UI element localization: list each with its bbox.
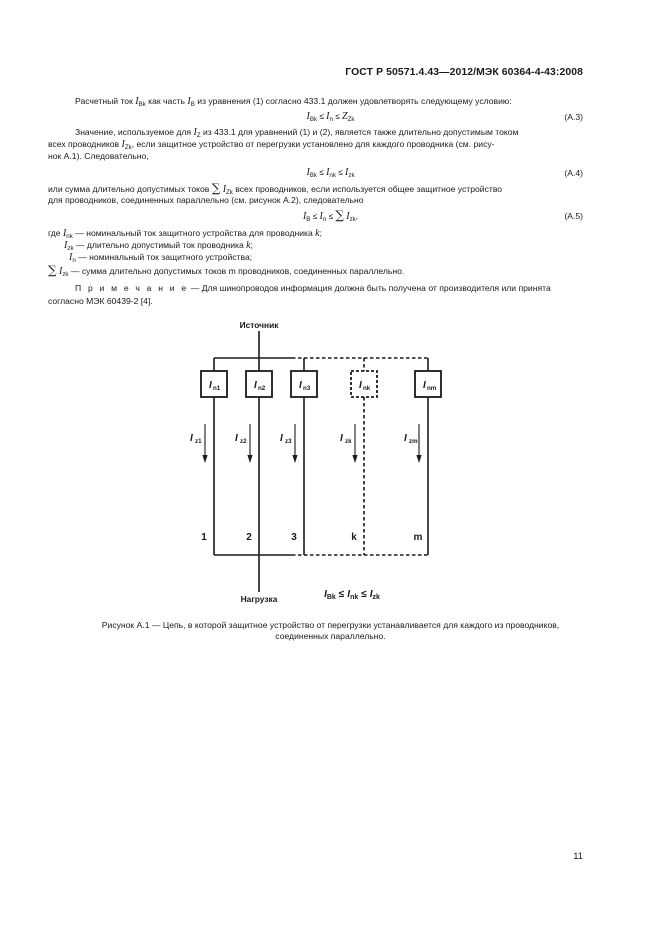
document-header: ГОСТ Р 50571.4.43—2012/МЭК 60364-4-43:2008 xyxy=(345,67,583,78)
conductor-2-current-label-sub: z2 xyxy=(240,438,247,445)
source-label: Источник xyxy=(239,320,279,330)
paragraph-sum-currents-line2: для проводников, соединенных параллельно (см. рисунок А.2), следовательно xyxy=(48,195,364,205)
conductor-3-device-label-sub: n3 xyxy=(303,385,311,392)
legend-nk: где $I_{nk}$ — номинальный ток защитного устройства для проводника k; xyxy=(48,228,323,240)
equation-a3: $I_{Bk} \le I_n \le Z_{Zk}$ xyxy=(306,111,355,123)
conductor-m-current-arrowhead xyxy=(416,455,421,463)
conductor-k-device-label-sub: nk xyxy=(363,385,371,392)
note-line2: согласно МЭК 60439-2 [4]. xyxy=(48,296,153,306)
paragraph-design-current: Расчетный ток $I_{Bk}$ как часть $I_B$ из уравнения (1) согласно 433.1 должен удовлетворять следующему условию: xyxy=(75,96,512,108)
figure-caption: Рисунок А.1 — Цепь, в которой защитное устройство от перегрузки устанавливается для каждого из проводников, соединенных параллельно. xyxy=(101,620,560,641)
conductor-2-protective-device xyxy=(246,371,272,397)
conductor-m-current-label-sub: zm xyxy=(409,438,418,445)
figure-formula: $I_{Bk} \le I_{nk} \le I_{zk}$ xyxy=(324,589,380,601)
conductor-m-protective-device xyxy=(415,371,441,397)
conductor-3-current-arrowhead xyxy=(292,455,297,463)
conductor-3-current-label: I xyxy=(280,433,283,444)
legend-n: $I_n$ — номинальный ток защитного устройства; xyxy=(69,252,253,264)
conductor-k-current-label: I xyxy=(340,433,343,444)
conductor-1-device-label: I xyxy=(209,380,212,391)
conductor-1-current-label-sub: z1 xyxy=(195,438,202,445)
conductor-1-number: 1 xyxy=(201,532,207,543)
conductor-3-current-label-sub: z3 xyxy=(285,438,292,445)
conductor-1-device-label-sub: n1 xyxy=(213,385,221,392)
conductor-3-device-label: I xyxy=(299,380,302,391)
conductor-3-protective-device xyxy=(291,371,317,397)
conductor-k-number: k xyxy=(351,532,357,543)
paragraph-value-used-line3: нок А.1). Следовательно, xyxy=(48,151,149,161)
legend-zk: $I_{zk}$ — длительно допустимый ток проводника k; xyxy=(64,240,253,252)
conductor-layer xyxy=(190,358,441,555)
equation-a5: $I_B \le I_n$ ≤ ∑ $I_{zk}$, xyxy=(302,208,359,223)
conductor-1-protective-device xyxy=(201,371,227,397)
equation-a3-number: (А.3) xyxy=(564,112,583,122)
equation-a5-number: (А.5) xyxy=(564,211,583,221)
page-number: 11 xyxy=(573,850,583,861)
conductor-m-device-label-sub: nm xyxy=(427,385,437,392)
note: П р и м е ч а н и е — Для шинопроводов информация должна быть получена от производителя или принята xyxy=(75,283,551,293)
load-label: Нагрузка xyxy=(240,594,278,604)
conductor-2-device-label: I xyxy=(254,380,257,391)
conductor-k-device-label: I xyxy=(359,380,362,391)
equation-a4: $I_{Bk} \le I_{nk} \le I_{zk}$ xyxy=(306,167,355,179)
conductor-3-number: 3 xyxy=(291,532,297,543)
conductor-k-current-label-sub: zk xyxy=(345,438,352,445)
conductor-2-number: 2 xyxy=(246,532,252,543)
conductor-m-number: m xyxy=(413,532,423,543)
paragraph-value-used: Значение, используемое для $I_Z$ из 433.1 для уравнений (1) и (2), является также длительно допустимым током xyxy=(75,127,519,139)
conductor-m-device-label: I xyxy=(423,380,426,391)
paragraph-value-used-line2: всех проводников $I_{Zk}$, если защитное устройство от перегрузки установлено для каждого проводника (см. рису- xyxy=(48,139,495,151)
conductor-2-current-label: I xyxy=(235,433,238,444)
conductor-k-protective-device xyxy=(351,371,377,397)
legend-sum: ∑ $I_{zk}$ — сумма длительно допустимых токов m проводников, соединенных параллельно. xyxy=(48,263,405,278)
conductor-m-current-label: I xyxy=(404,433,407,444)
conductor-1-current-label: I xyxy=(190,433,193,444)
conductor-2-current-arrowhead xyxy=(247,455,252,463)
conductor-1-current-arrowhead xyxy=(202,455,207,463)
conductor-2-device-label-sub: n2 xyxy=(258,385,266,392)
conductor-k-current-arrowhead xyxy=(352,455,357,463)
paragraph-sum-currents: или сумма длительно допустимых токов ∑ $I_{Zk}$ всех проводников, если используется общее защитное устройство xyxy=(48,181,503,196)
equation-a4-number: (А.4) xyxy=(564,168,583,178)
